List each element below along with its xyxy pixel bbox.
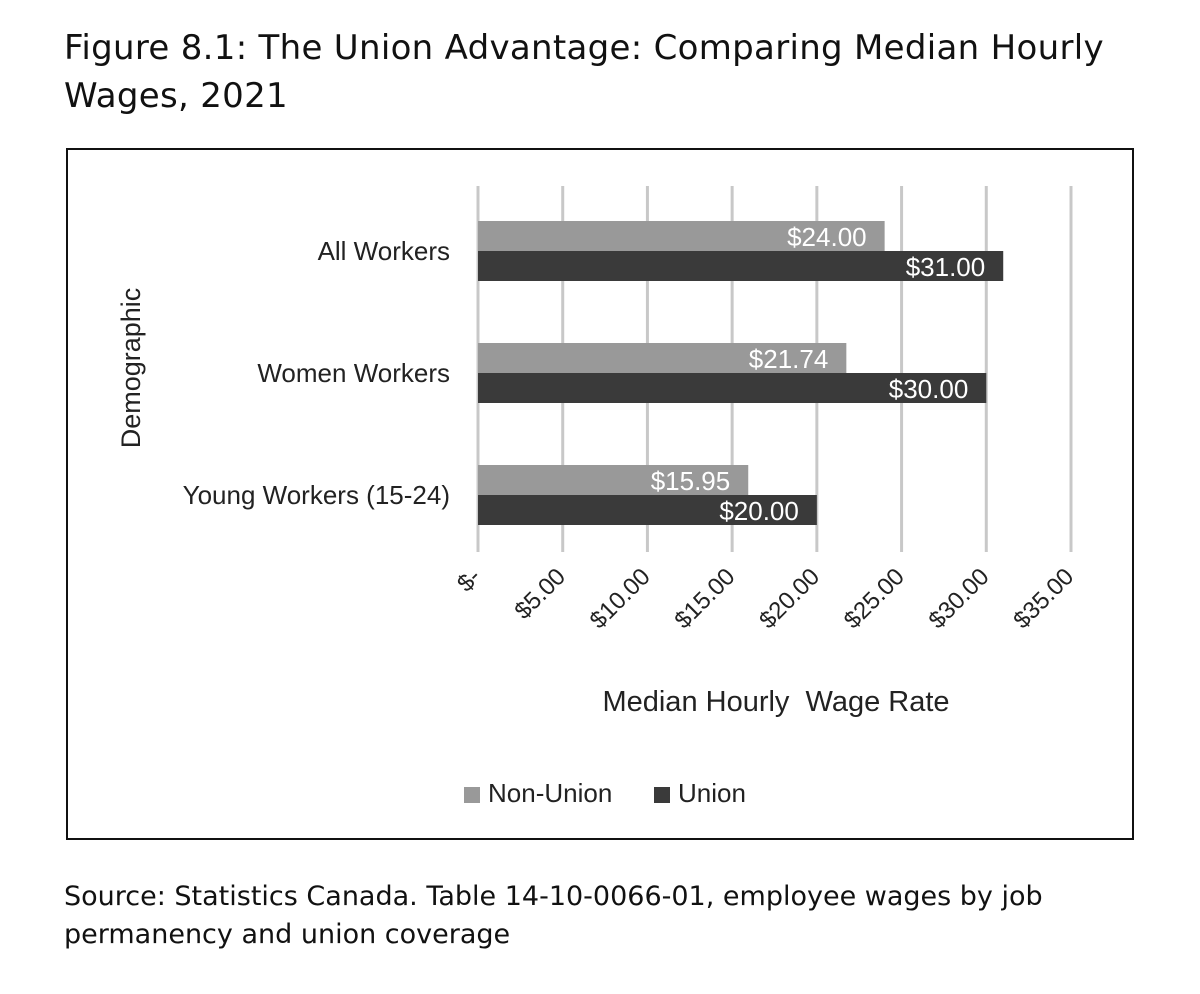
data-label: $31.00 [905, 252, 986, 282]
chart-frame [66, 148, 1134, 840]
category-label: Young Workers (15-24) [182, 480, 450, 510]
data-label: $30.00 [888, 374, 969, 404]
category-label: All Workers [317, 236, 450, 266]
legend-label: Union [678, 778, 746, 808]
data-label: $15.95 [650, 466, 731, 496]
x-tick-label: $5.00 [509, 563, 571, 625]
figure-title: Figure 8.1: The Union Advantage: Comparing Median Hourly Wages, 2021 [64, 28, 1104, 116]
x-tick-label: $25.00 [838, 563, 910, 635]
legend-swatch [654, 787, 670, 803]
x-axis-title: Median Hourly Wage Rate [602, 686, 950, 718]
x-tick-label: $- [452, 563, 487, 598]
data-label: $20.00 [719, 496, 799, 526]
category-labels [183, 236, 450, 510]
source-note: Source: Statistics Canada. Table 14-10-0066-01, employee wages by job permanency and union coverage [64, 881, 1043, 950]
bar-chart [68, 150, 1132, 838]
x-tick-label: $10.00 [584, 563, 656, 635]
x-tick-label: $15.00 [669, 563, 741, 635]
legend-swatch [464, 787, 480, 803]
x-tick-label: $20.00 [754, 563, 826, 635]
x-tick-labels [452, 563, 1079, 634]
x-tick-label: $30.00 [923, 563, 995, 635]
data-label: $21.74 [748, 344, 829, 374]
category-label: Women Workers [257, 358, 450, 388]
x-tick-label: $35.00 [1008, 563, 1080, 635]
y-axis-title: Demographic [116, 287, 146, 449]
legend-label: Non-Union [488, 778, 613, 808]
legend [464, 778, 746, 808]
data-label: $24.00 [787, 222, 867, 252]
